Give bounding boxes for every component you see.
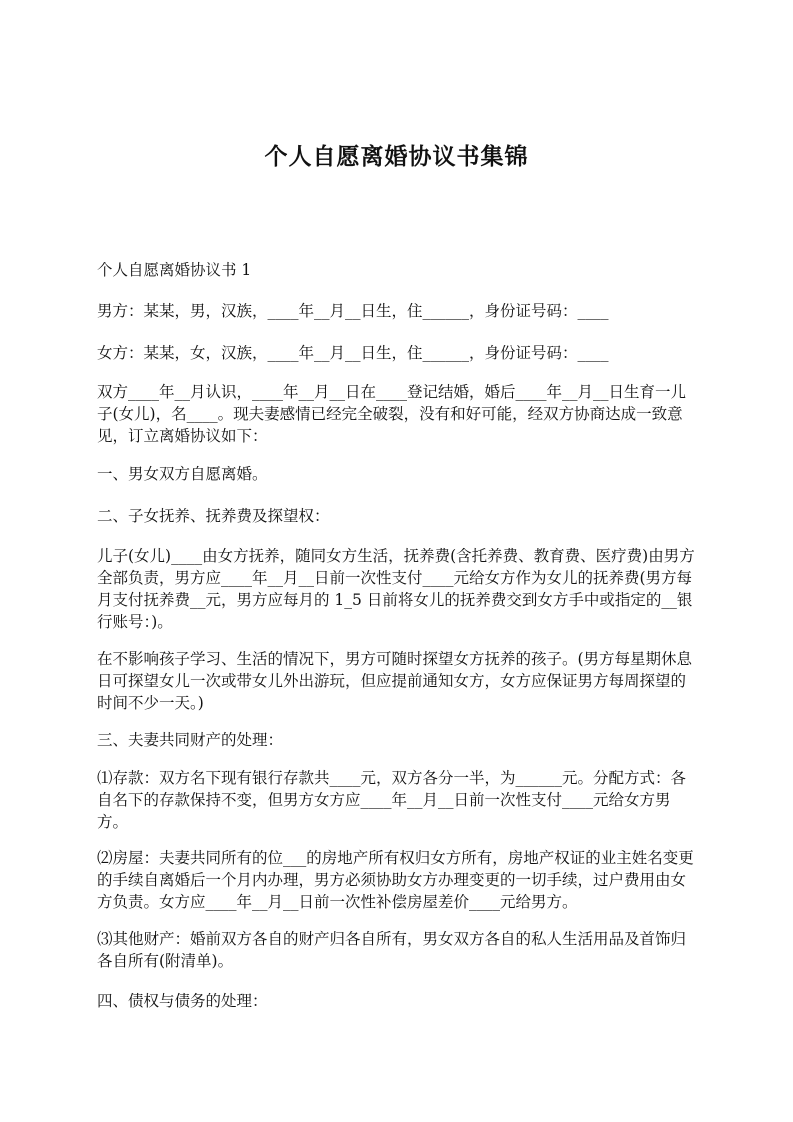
paragraph-other-property: ⑶其他财产：婚前双方各自的财产归各自所有，男女双方各自的私人生活用品及首饰归各自所有(附清单)。 xyxy=(97,930,687,970)
paragraph-female-party: 女方：某某，女，汉族，____年__月__日生，住______，身份证号码：____ xyxy=(97,344,609,362)
clause-1: 一、男女双方自愿离婚。 xyxy=(97,465,268,483)
section-heading: 个人自愿离婚协议书 1 xyxy=(97,261,252,279)
paragraph-male-party: 男方：某某，男，汉族，____年__月__日生，住______，身份证号码：____ xyxy=(97,302,609,320)
paragraph-savings: ⑴存款：双方名下现有银行存款共____元，双方各分一半，为______元。分配方式：各自名下的存款保持不变，但男方女方应____年__月__日前一次性支付____元给女方男方。 xyxy=(97,769,687,831)
document-title: 个人自愿离婚协议书集锦 xyxy=(264,143,529,170)
paragraph-visitation: 在不影响孩子学习、生活的情况下，男方可随时探望女方抚养的孩子。(男方每星期休息日可探望女儿一次或带女儿外出游玩，但应提前通知女方，女方应保证男方每周探望的时间不少一天。) xyxy=(97,650,693,712)
paragraph-background: 双方____年__月认识，____年__月__日在____登记结婚，婚后____年__月__日生育一儿子(女儿)，名____。现夫妻感情已经完全破裂，没有和好可能，经双方协商达成一致意见，订立离婚协议如下： xyxy=(97,383,687,445)
paragraph-house: ⑵房屋：夫妻共同所有的位___的房地产所有权归女方所有，房地产权证的业主姓名变更的手续自离婚后一个月内办理，男方必须协助女方办理变更的一切手续，过户费用由女方负责。女方应____年__月__日前一次性补偿房屋差价____元给男方。 xyxy=(97,849,694,911)
paragraph-child-support: 儿子(女儿)____由女方抚养，随同女方生活，抚养费(含托养费、教育费、医疗费)由男方全部负责，男方应____年__月__日前一次性支付____元给女方作为女儿的抚养费(男方每月支付抚养费__元，男方应每月的 1_5 日前将女儿的抚养费交到女方手中或指定的__银行账号：)。 xyxy=(97,547,695,631)
clause-3-heading: 三、夫妻共同财产的处理： xyxy=(97,731,284,749)
clause-2-heading: 二、子女抚养、抚养费及探望权： xyxy=(97,507,330,525)
clause-4-heading: 四、债权与债务的处理： xyxy=(97,992,268,1010)
